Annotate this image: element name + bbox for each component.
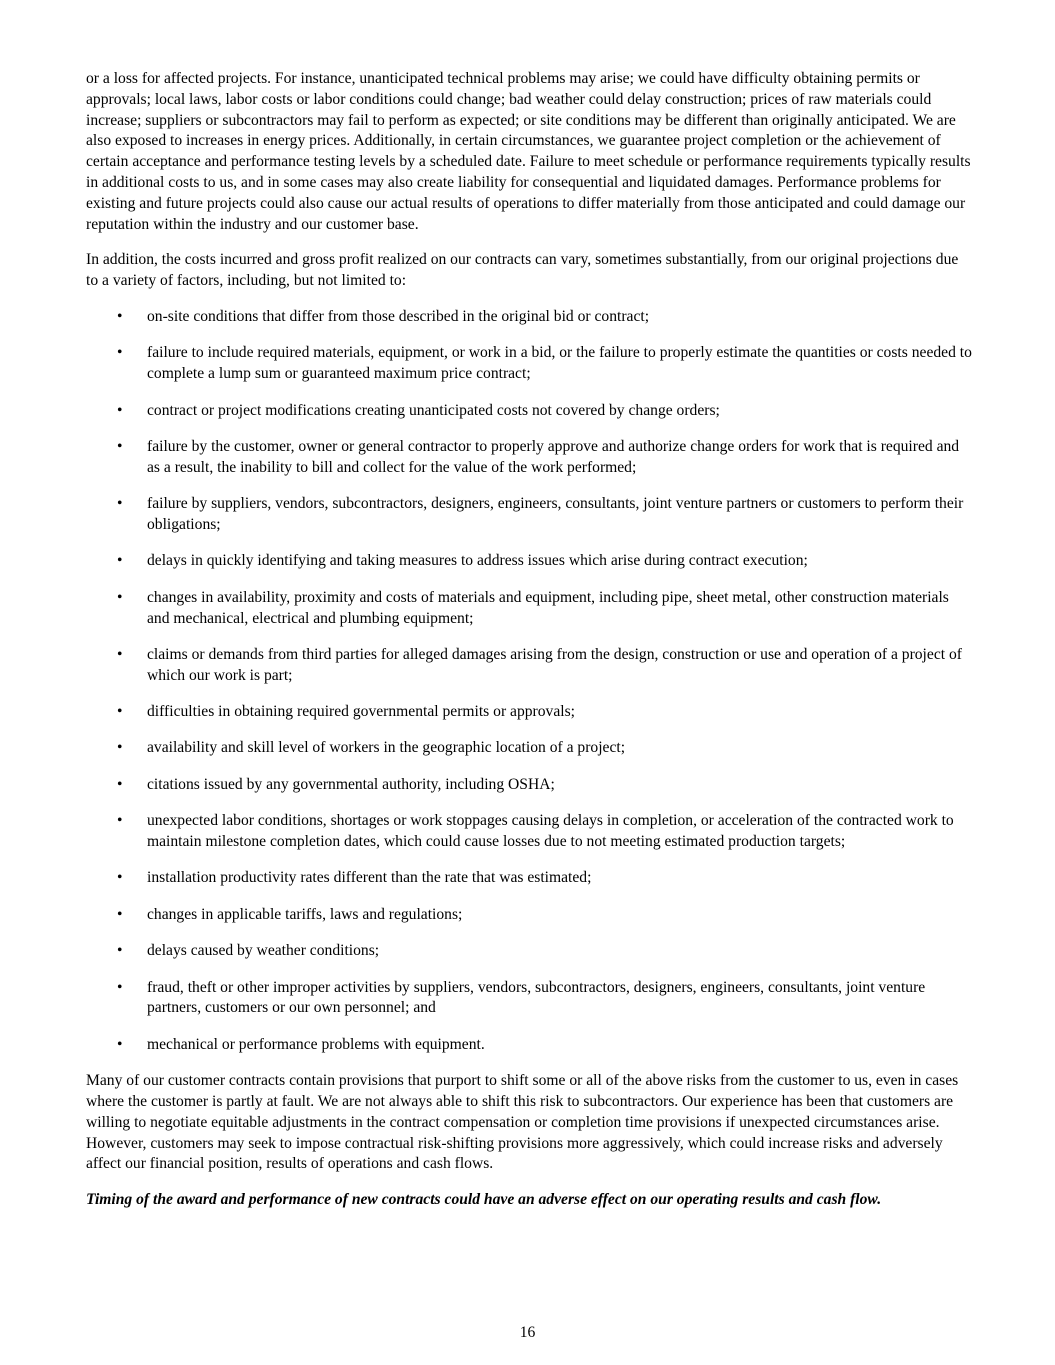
list-item-text: delays in quickly identifying and taking measures to address issues which arise during contract execution;	[147, 552, 808, 570]
list-item	[86, 868, 974, 889]
list-item-text: failure by the customer, owner or general contractor to properly approve and authorize change orders for work that is required and as a result, the inability to bill and collect for the value of the work performed;	[147, 437, 960, 476]
list-item-text: unexpected labor conditions, shortages or work stoppages causing delays in completion, or acceleration of the contracted work to maintain milestone completion dates, which could cause losses due to not meeting estimated production targets;	[147, 812, 954, 851]
intro-paragraph: or a loss for affected projects. For instance, unanticipated technical problems may arise; we could have difficulty obtaining permits or approvals; local laws, labor costs or labor conditions could change; bad weather could delay construction; prices of raw materials could increase; suppliers or subcontractors may fail to perform as expected; or site conditions may be different than originally anticipated. We are also exposed to increases in energy prices. Additionally, in certain circumstances, we guarantee project completion or the achievement of certain acceptance and performance testing levels by a scheduled date. Failure to meet schedule or performance requirements typically results in additional costs to us, and in some cases may also create liability for consequential and liquidated damages. Performance problems for existing and future projects could also cause our actual results of operations to differ materially from those anticipated and could damage our reputation within the industry and our customer base.	[86, 70, 971, 233]
bullet-icon: •	[117, 307, 123, 325]
bullet-icon: •	[117, 1035, 123, 1053]
list-item-text: failure to include required materials, equipment, or work in a bid, or the failure to properly estimate the quantities or costs needed to complete a lump sum or guaranteed maximum price contract;	[147, 344, 972, 383]
bullet-icon: •	[117, 775, 123, 793]
list-item-text: changes in availability, proximity and costs of materials and equipment, including pipe, sheet metal, other construction materials and mechanical, electrical and plumbing equipment;	[147, 588, 949, 627]
costs-paragraph: In addition, the costs incurred and gross profit realized on our contracts can vary, sometimes substantially, from our original projections due to a variety of factors, including, but not limited to:	[86, 251, 959, 290]
list-item-text: difficulties in obtaining required governmental permits or approvals;	[147, 703, 575, 721]
list-item	[86, 941, 974, 962]
bullet-icon: •	[117, 645, 123, 663]
list-item-text: delays caused by weather conditions;	[147, 942, 380, 960]
list-item	[86, 811, 974, 853]
list-item-text: mechanical or performance problems with equipment.	[147, 1035, 485, 1053]
list-item	[86, 551, 974, 572]
list-item	[86, 401, 974, 422]
cost-factors-list	[86, 307, 974, 1056]
provisions-paragraph: Many of our customer contracts contain provisions that purport to shift some or all of the above risks from the customer to us, even in cases where the customer is partly at fault. We are not always able to shift this risk to subcontractors. Our experience has been that customers are willing to negotiate equitable adjustments in the contract compensation or completion time provisions if unexpected circumstances arise. However, customers may seek to impose contractual risk-shifting provisions more aggressively, which could increase risks and adversely affect our financial position, results of operations and cash flows.	[86, 1072, 959, 1173]
bullet-icon: •	[117, 588, 123, 606]
list-item	[86, 1035, 974, 1056]
section-heading: Timing of the award and performance of new contracts could have an adverse effect on our operating results and cash flow.	[86, 1191, 882, 1209]
list-item	[86, 588, 974, 630]
list-item	[86, 905, 974, 926]
list-item-text: on-site conditions that differ from those described in the original bid or contract;	[147, 307, 650, 325]
bullet-icon: •	[117, 942, 123, 960]
bullet-icon: •	[117, 703, 123, 721]
list-item-text: availability and skill level of workers in the geographic location of a project;	[147, 739, 626, 757]
list-item	[86, 978, 974, 1020]
list-item	[86, 343, 974, 385]
page-number: 16	[519, 1324, 536, 1341]
bullet-icon: •	[117, 869, 123, 887]
list-item-text: citations issued by any governmental authority, including OSHA;	[147, 775, 555, 793]
bullet-icon: •	[117, 495, 123, 513]
bullet-icon: •	[117, 739, 123, 757]
bullet-icon: •	[117, 401, 123, 419]
list-item-text: failure by suppliers, vendors, subcontractors, designers, engineers, consultants, joint venture partners or customers to perform their obligations;	[147, 495, 964, 533]
bullet-icon: •	[117, 344, 123, 362]
list-item	[86, 437, 974, 479]
bullet-icon: •	[117, 437, 123, 455]
list-item-text: fraud, theft or other improper activities by suppliers, vendors, subcontractors, designers, engineers, consultants, joint venture partners, customers or our own personnel; and	[147, 978, 926, 1017]
list-item-text: installation productivity rates different than the rate that was estimated;	[147, 869, 592, 887]
list-item	[86, 702, 974, 723]
list-item	[86, 775, 974, 796]
list-item-text: claims or demands from third parties for alleged damages arising from the design, construction or use and operation of a project of which our work is part;	[147, 645, 962, 684]
list-item-text: changes in applicable tariffs, laws and regulations;	[147, 905, 463, 923]
list-item	[86, 494, 974, 536]
bullet-icon: •	[117, 552, 123, 570]
bullet-icon: •	[117, 812, 123, 830]
list-item	[86, 645, 974, 687]
list-item	[86, 738, 974, 759]
bullet-icon: •	[117, 905, 123, 923]
list-item	[86, 307, 974, 328]
bullet-icon: •	[117, 978, 123, 996]
document-body	[86, 69, 974, 1211]
list-item-text: contract or project modifications creating unanticipated costs not covered by change orders;	[147, 401, 720, 419]
